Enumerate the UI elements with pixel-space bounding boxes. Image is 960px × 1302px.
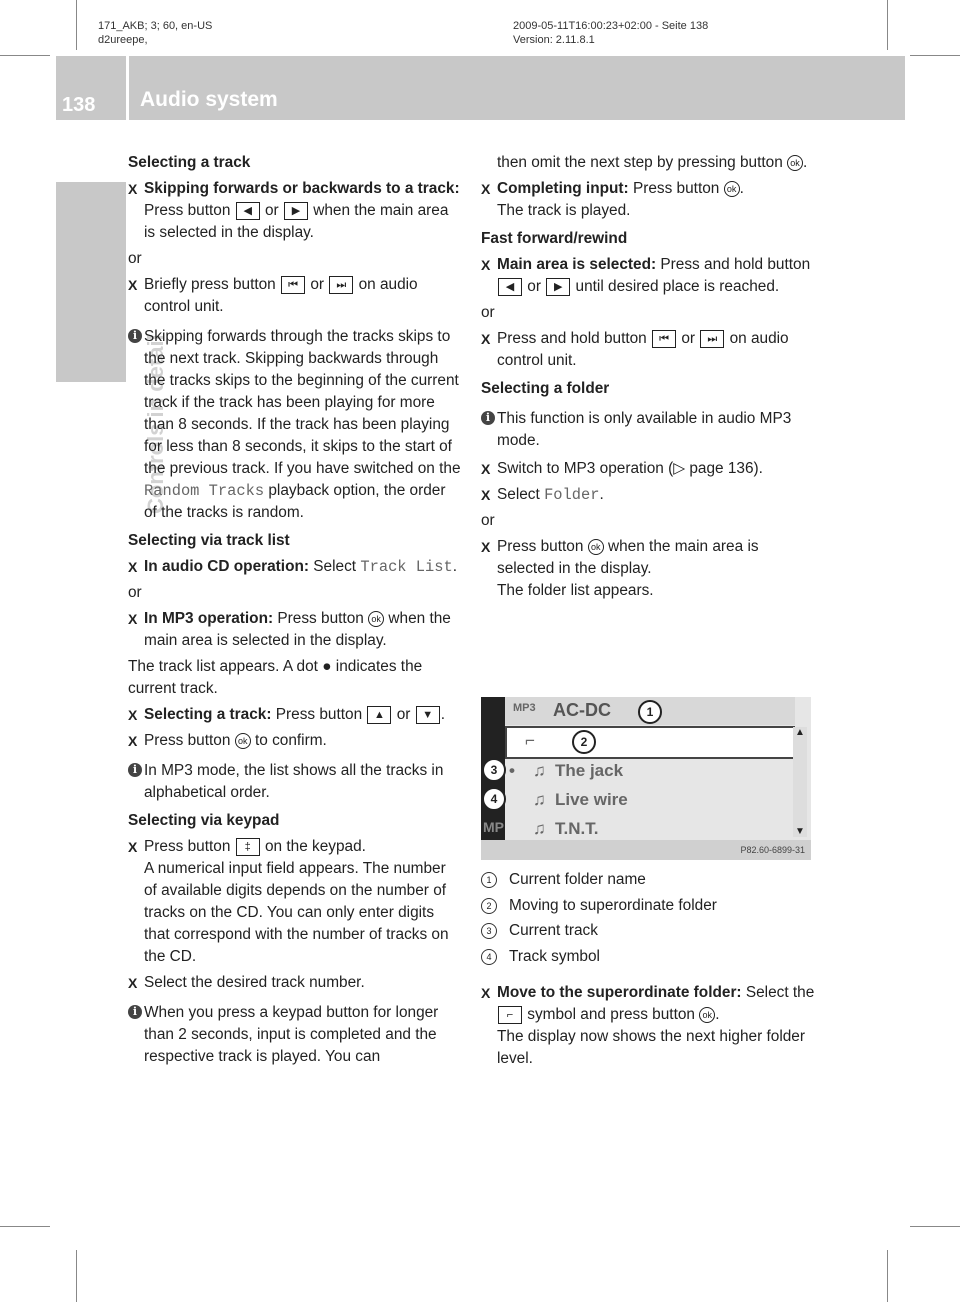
step-label: Main area is selected: xyxy=(497,256,657,273)
page-number: 138 xyxy=(62,94,96,116)
track-title: The jack xyxy=(555,761,624,780)
para-text: then omit the next step by pressing button xyxy=(497,154,783,171)
step-arrow-icon: X xyxy=(481,985,491,1001)
ok-button-icon: ok xyxy=(787,155,803,171)
ok-button-icon: ok xyxy=(588,539,604,555)
legend-number: 2 xyxy=(481,898,497,914)
step-text: Press and hold button xyxy=(660,256,811,273)
or-text: or xyxy=(481,304,495,321)
menu-name: Track List xyxy=(360,558,453,576)
crop-mark xyxy=(0,1226,50,1227)
step-text: Select xyxy=(497,486,540,503)
print-meta-right xyxy=(513,19,708,47)
ok-button-icon: ok xyxy=(368,611,384,627)
step-arrow-icon: X xyxy=(481,257,491,273)
or-text: or xyxy=(128,250,142,267)
heading-selecting-track: Selecting a track xyxy=(128,154,251,171)
note-text: This function is only available in audio MP3 mode. xyxy=(497,410,792,449)
step-arrow-icon: X xyxy=(128,707,138,723)
step-text: when the main area is selected in the display. xyxy=(144,202,449,241)
current-track-dot-icon: • xyxy=(509,761,515,780)
info-note xyxy=(128,1002,462,1068)
mp3-label: MP3 xyxy=(513,702,536,714)
step-text: Press button xyxy=(275,706,363,723)
up-arrow-key-icon: ▲ xyxy=(367,706,391,724)
step-label: In audio CD operation: xyxy=(144,558,310,575)
step xyxy=(128,556,462,578)
ok-button-icon: ok xyxy=(235,733,251,749)
step xyxy=(481,458,816,480)
step xyxy=(128,178,462,244)
info-note xyxy=(128,326,462,524)
up-folder-key-icon: ⌐ xyxy=(498,1006,522,1024)
step-arrow-icon: X xyxy=(128,181,138,197)
ok-button-icon: ok xyxy=(699,1007,715,1023)
step-text: The display now shows the next higher folder level. xyxy=(497,1028,805,1067)
callout-2: 2 xyxy=(572,730,596,754)
up-folder-icon: ⌐ xyxy=(525,731,535,750)
info-icon: i xyxy=(481,411,495,425)
print-meta-line: Version: 2.11.8.1 xyxy=(513,34,595,46)
page-reference: page 136 xyxy=(689,460,754,477)
info-icon: i xyxy=(128,1005,142,1019)
legend-number: 1 xyxy=(481,872,497,888)
step-text: . xyxy=(739,180,744,197)
legend-text: Track symbol xyxy=(509,948,600,965)
crop-mark xyxy=(76,1250,77,1302)
step-text: Select xyxy=(313,558,357,575)
scroll-down-icon: ▼ xyxy=(795,826,805,837)
step-text: Switch to MP3 operation ( xyxy=(497,460,674,477)
info-note xyxy=(128,760,462,804)
step-text: or xyxy=(396,706,411,723)
paragraph xyxy=(128,656,462,700)
note-text: When you press a keypad button for longer than 2 seconds, input is completed and the respective track is played. You can xyxy=(144,1004,439,1065)
step-text: symbol and press button xyxy=(527,1006,695,1023)
track-title: T.N.T. xyxy=(555,819,599,838)
hash-key-icon: ‡ xyxy=(236,838,260,856)
para-text: The track list appears. A dot xyxy=(128,658,318,675)
legend-number: 4 xyxy=(481,949,497,965)
heading-track-list: Selecting via track list xyxy=(128,532,290,549)
callout-1: 1 xyxy=(638,700,662,724)
callout-4: 4 xyxy=(482,787,506,811)
step-arrow-icon: X xyxy=(481,331,491,347)
crop-mark xyxy=(887,1250,888,1302)
step-text: Press button xyxy=(144,202,231,219)
menu-name: Folder xyxy=(544,486,600,504)
heading-selecting-folder: Selecting a folder xyxy=(481,380,610,397)
step xyxy=(128,836,462,968)
step-text: . xyxy=(440,706,445,723)
step-text: Press and hold button xyxy=(497,330,647,347)
note-icon: ♫ xyxy=(533,819,546,838)
info-icon: i xyxy=(128,763,142,777)
ok-button-icon: ok xyxy=(724,181,740,197)
screen-scrollbar xyxy=(793,727,807,837)
skip-back-key-icon: ⏮ xyxy=(281,276,305,294)
step-arrow-icon: X xyxy=(128,611,138,627)
step-text: Press button xyxy=(497,538,584,555)
right-column-end xyxy=(481,982,816,1074)
left-arrow-key-icon: ◀ xyxy=(236,202,260,220)
step-arrow-icon: X xyxy=(128,733,138,749)
skip-back-key-icon: ⏮ xyxy=(652,330,676,348)
print-meta-line: 2009-05-11T16:00:23+02:00 - Seite 138 xyxy=(513,20,709,32)
right-arrow-key-icon: ▶ xyxy=(284,202,308,220)
step-label: In MP3 operation: xyxy=(144,610,274,627)
note-text: playback option, the order of the tracks is random. xyxy=(144,482,446,521)
down-arrow-key-icon: ▼ xyxy=(416,706,440,724)
note-icon: ♫ xyxy=(533,761,546,780)
screen-up-folder-row xyxy=(505,726,795,759)
step-arrow-icon: X xyxy=(128,975,138,991)
step-text: The track is played. xyxy=(497,202,631,219)
legend-text: Current folder name xyxy=(509,871,646,888)
step-text: when the main area is selected in the display. xyxy=(144,610,451,649)
print-meta-left xyxy=(98,19,212,47)
side-text: MP xyxy=(483,819,504,835)
folder-name: AC-DC xyxy=(553,700,611,720)
step-text: on the keypad. xyxy=(264,838,366,855)
note-text: In MP3 mode, the list shows all the tracks in alphabetical order. xyxy=(144,762,444,801)
crop-mark xyxy=(910,55,960,56)
step-text: A numerical input field appears. The number of available digits depends on the number of tracks on the CD. You can only enter digits that correspond with the number of tracks on the CD. xyxy=(144,860,449,965)
step-arrow-icon: X xyxy=(481,461,491,477)
step-text: Press button xyxy=(277,610,364,627)
step xyxy=(128,704,462,726)
crop-mark xyxy=(910,1226,960,1227)
step xyxy=(481,178,816,222)
step xyxy=(481,254,816,298)
step-text: to confirm. xyxy=(254,732,327,749)
step-text: . xyxy=(715,1006,720,1023)
skip-forward-key-icon: ⏭ xyxy=(700,330,724,348)
continued-text xyxy=(481,152,816,174)
step xyxy=(481,982,816,1070)
step-text: The folder list appears. xyxy=(497,582,654,599)
legend-item xyxy=(481,920,598,942)
legend-text: Current track xyxy=(509,922,598,939)
step-text: Select the desired track number. xyxy=(144,974,365,991)
para-text: indicates the current track. xyxy=(128,658,423,697)
step-text: Press button xyxy=(144,732,231,749)
dot-icon: ● xyxy=(322,658,332,675)
step-text: Press button xyxy=(144,838,231,855)
step-text: or xyxy=(681,330,695,347)
step-text: on audio control unit. xyxy=(497,330,789,369)
or-text: or xyxy=(481,512,495,529)
step xyxy=(128,972,462,994)
page-number-box xyxy=(56,56,126,120)
callout-3: 3 xyxy=(482,758,506,782)
left-arrow-key-icon: ◀ xyxy=(498,278,522,296)
legend-item xyxy=(481,869,646,891)
section-title: Audio system xyxy=(140,88,278,111)
heading-keypad: Selecting via keypad xyxy=(128,812,280,829)
crop-mark xyxy=(76,0,77,50)
step-label: Selecting a track: xyxy=(144,706,272,723)
left-column xyxy=(128,152,462,1074)
step xyxy=(481,484,816,506)
step-arrow-icon: X xyxy=(481,181,491,197)
heading-fast-forward: Fast forward/rewind xyxy=(481,230,628,247)
step xyxy=(128,608,462,652)
legend-text: Moving to superordinate folder xyxy=(509,897,717,914)
step-arrow-icon: X xyxy=(128,277,138,293)
info-note xyxy=(481,408,816,452)
step-arrow-icon: X xyxy=(128,839,138,855)
screen-track-row xyxy=(505,786,795,815)
step-arrow-icon: X xyxy=(481,539,491,555)
para-text: . xyxy=(803,154,808,171)
track-title: Live wire xyxy=(555,790,628,809)
print-meta-line: d2ureepe, xyxy=(98,34,148,46)
right-column xyxy=(481,152,816,606)
screen-track-row xyxy=(505,757,795,786)
step-text: . xyxy=(599,486,604,503)
crop-mark xyxy=(0,55,50,56)
print-meta-line: 171_AKB; 3; 60, en-US xyxy=(98,20,213,32)
header-divider xyxy=(126,56,129,120)
step-label: Skipping forwards or backwards to a track: xyxy=(144,180,460,197)
step xyxy=(481,328,816,372)
step-text: . xyxy=(452,558,457,575)
sidebar-label: Controls in detail xyxy=(143,334,168,514)
note-text: Skipping forwards through the tracks skips to the next track. Skipping backwards through the tracks skips to the beginning of the current track if the track has been playing for more than 8 seconds. If the track has been playing for less than 8 seconds, it skips to the start of the previous track. If you have switched on the xyxy=(144,328,461,477)
step-label: Move to the superordinate folder: xyxy=(497,984,742,1001)
step-text: until desired place is reached. xyxy=(575,278,780,295)
legend-item xyxy=(481,946,600,968)
step-text: Select the xyxy=(745,984,815,1001)
scroll-up-icon: ▲ xyxy=(795,727,805,738)
page-ref-icon: ▷ xyxy=(673,460,690,477)
step-label: Completing input: xyxy=(497,180,629,197)
step-text: or xyxy=(527,278,541,295)
legend-number: 3 xyxy=(481,923,497,939)
step-text: Press button xyxy=(632,180,720,197)
legend-item xyxy=(481,895,717,917)
step xyxy=(128,730,462,752)
step-arrow-icon: X xyxy=(128,559,138,575)
step-text: Briefly press button xyxy=(144,276,276,293)
option-name: Random Tracks xyxy=(144,482,265,500)
step xyxy=(128,274,462,318)
step xyxy=(481,536,816,602)
step-arrow-icon: X xyxy=(481,487,491,503)
right-arrow-key-icon: ▶ xyxy=(546,278,570,296)
step-text: when the main area is selected in the display. xyxy=(497,538,759,577)
skip-forward-key-icon: ⏭ xyxy=(329,276,353,294)
crop-mark xyxy=(887,0,888,50)
figure-code: P82.60-6899-31 xyxy=(481,840,811,860)
step-text: or xyxy=(310,276,324,293)
note-icon: ♫ xyxy=(533,790,546,809)
step-text: on audio control unit. xyxy=(144,276,418,315)
step-text: ). xyxy=(753,460,763,477)
step-text: or xyxy=(264,202,279,219)
or-text: or xyxy=(128,584,142,601)
info-icon: i xyxy=(128,329,142,343)
